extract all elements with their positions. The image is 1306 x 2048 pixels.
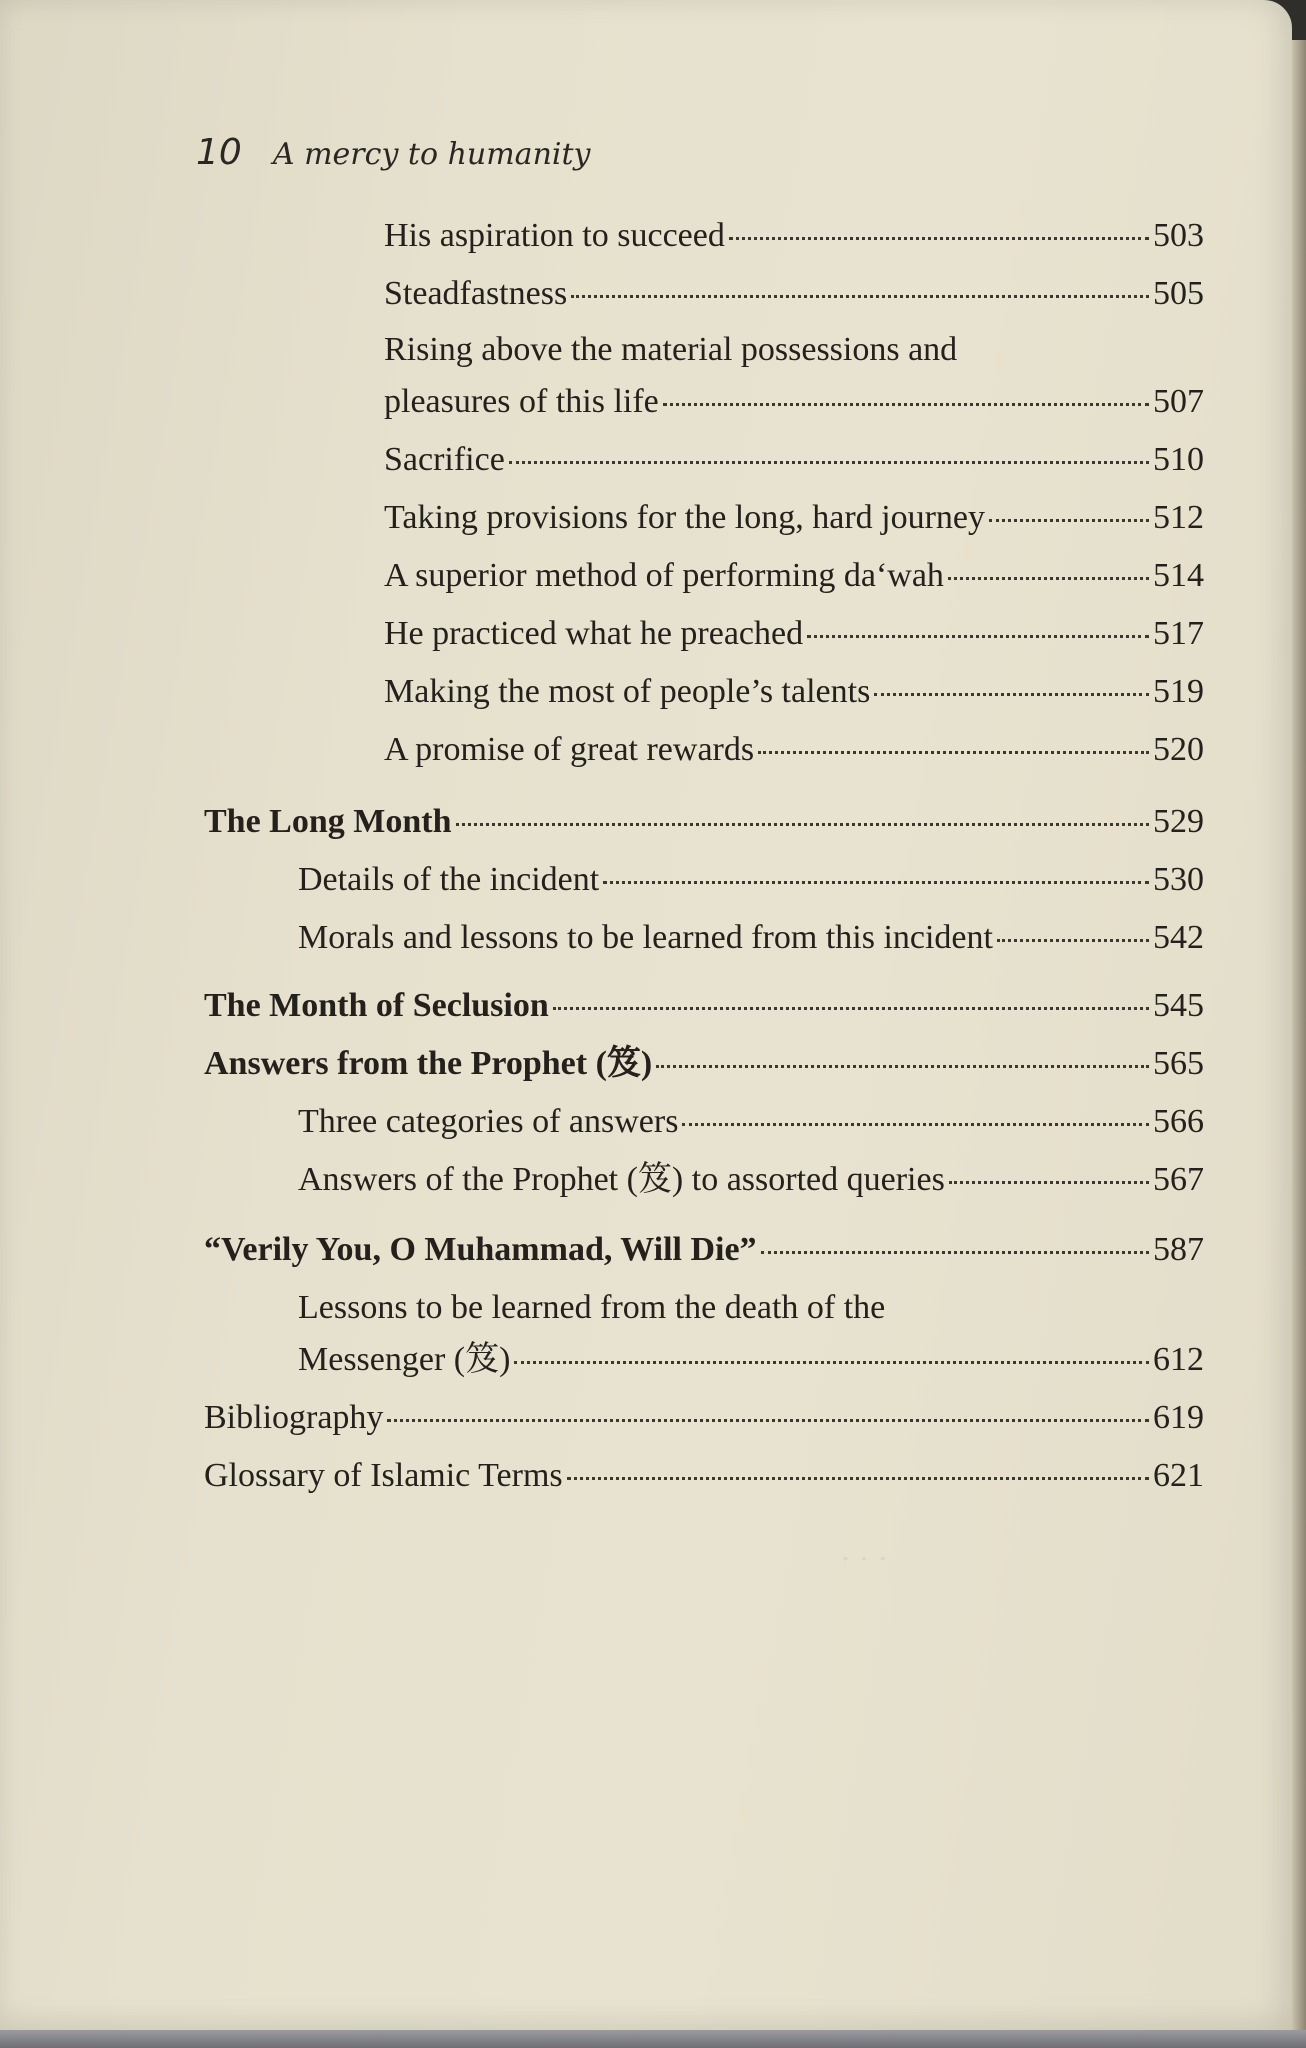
toc-entry[interactable] [204, 1450, 1204, 1502]
toc-entry-label: The Long Month [204, 803, 452, 840]
toc-entry[interactable] [384, 492, 1204, 544]
toc-entry-page: 612 [1153, 1341, 1204, 1378]
toc-entry-page: 514 [1153, 557, 1204, 594]
page-edge [1292, 40, 1306, 2030]
toc-entry[interactable] [298, 854, 1204, 906]
dot-leader [682, 1123, 1149, 1126]
toc-entry-page: 517 [1153, 615, 1204, 652]
toc-entry-label: The Month of Seclusion [204, 987, 549, 1024]
toc-entry[interactable] [384, 376, 1204, 428]
book-title: A mercy to humanity [272, 137, 591, 172]
toc-entry[interactable] [298, 1154, 1204, 1206]
toc-entry-page: 519 [1153, 673, 1204, 710]
toc-entry-page: 520 [1153, 731, 1204, 768]
toc-entry[interactable] [204, 1392, 1204, 1444]
toc-entry-label: Making the most of people’s talents [384, 673, 871, 710]
dot-leader [663, 403, 1149, 406]
toc-entry-page: 510 [1153, 441, 1204, 478]
toc-entry-label: A promise of great rewards [384, 731, 755, 768]
dot-leader [567, 1477, 1149, 1480]
dot-leader [656, 1065, 1149, 1068]
toc-entry-page: 512 [1153, 499, 1204, 536]
dot-leader [948, 577, 1149, 580]
toc-entry[interactable] [384, 550, 1204, 602]
toc-entry[interactable] [384, 724, 1204, 776]
dot-leader [807, 635, 1149, 638]
dot-leader [997, 939, 1149, 942]
toc-entry-label-line1: Lessons to be learned from the death of the [298, 1289, 886, 1326]
toc-entry[interactable] [204, 796, 1204, 848]
toc-entry-page: 530 [1153, 861, 1204, 898]
toc-entry-label: Sacrifice [384, 441, 505, 478]
dot-leader [949, 1181, 1149, 1184]
dot-leader [761, 1251, 1149, 1254]
toc-entry[interactable] [298, 912, 1204, 964]
toc-entry-label: Details of the incident [298, 861, 600, 898]
toc-entry[interactable] [384, 666, 1204, 718]
toc-entry-label: Glossary of Islamic Terms [204, 1457, 563, 1494]
dot-leader [989, 519, 1149, 522]
toc-entry-page: 503 [1153, 217, 1204, 254]
toc-entry-page: 566 [1153, 1103, 1204, 1140]
dot-leader [874, 693, 1149, 696]
toc-entry-label: Answers of the Prophet (笈) to assorted queries [298, 1161, 945, 1198]
toc-entry[interactable] [204, 1038, 1204, 1090]
toc-entry[interactable] [384, 268, 1204, 320]
dot-leader [456, 823, 1150, 826]
toc-entry-page: 587 [1153, 1231, 1204, 1268]
toc-entry-page: 619 [1153, 1399, 1204, 1436]
toc-entry-page: 621 [1153, 1457, 1204, 1494]
toc-entry-label: Morals and lessons to be learned from this incident [298, 919, 993, 956]
toc-entry-label: Answers from the Prophet (笈) [204, 1045, 653, 1082]
bottom-strip [0, 2030, 1306, 2048]
dot-leader [553, 1007, 1149, 1010]
page-number: 10 [196, 132, 242, 173]
toc-entry[interactable] [204, 1224, 1204, 1276]
toc-entry[interactable] [298, 1096, 1204, 1148]
toc-entry-label: Taking provisions for the long, hard journey [384, 499, 986, 536]
toc-entry-label-line1: Rising above the material possessions and [384, 331, 958, 368]
toc-entry-page: 567 [1153, 1161, 1204, 1198]
toc-entry-page: 545 [1153, 987, 1204, 1024]
dot-leader [571, 295, 1149, 298]
toc-entry-label: pleasures of this life [384, 383, 659, 420]
toc-entry-page: 529 [1153, 803, 1204, 840]
toc-entry-label: Messenger (笈) [298, 1341, 511, 1378]
bleed-through-text: · · · [840, 1540, 888, 1576]
toc-entry[interactable] [384, 608, 1204, 660]
toc-entry[interactable] [384, 210, 1204, 262]
dot-leader [509, 461, 1149, 464]
toc-entry-label: Steadfastness [384, 275, 568, 312]
toc-entry-label: He practiced what he preached [384, 615, 804, 652]
toc-entry-label: His aspiration to succeed [384, 217, 725, 254]
toc-entry-page: 505 [1153, 275, 1204, 312]
dot-leader [514, 1361, 1149, 1364]
toc-entry-page: 542 [1153, 919, 1204, 956]
toc-entry-label: Bibliography [204, 1399, 384, 1436]
toc-entry-page: 507 [1153, 383, 1204, 420]
toc-entry-label: A superior method of performing da‘wah [384, 557, 944, 594]
dot-leader [729, 237, 1149, 240]
dot-leader [603, 881, 1149, 884]
dot-leader [387, 1419, 1149, 1422]
toc-entry-page: 565 [1153, 1045, 1204, 1082]
toc-entry-label: Three categories of answers [298, 1103, 679, 1140]
toc-entry-label: “Verily You, O Muhammad, Will Die” [204, 1231, 757, 1268]
toc-entry[interactable] [204, 980, 1204, 1032]
toc-entry[interactable] [298, 1334, 1204, 1386]
toc-entry[interactable] [384, 434, 1204, 486]
dot-leader [758, 751, 1149, 754]
